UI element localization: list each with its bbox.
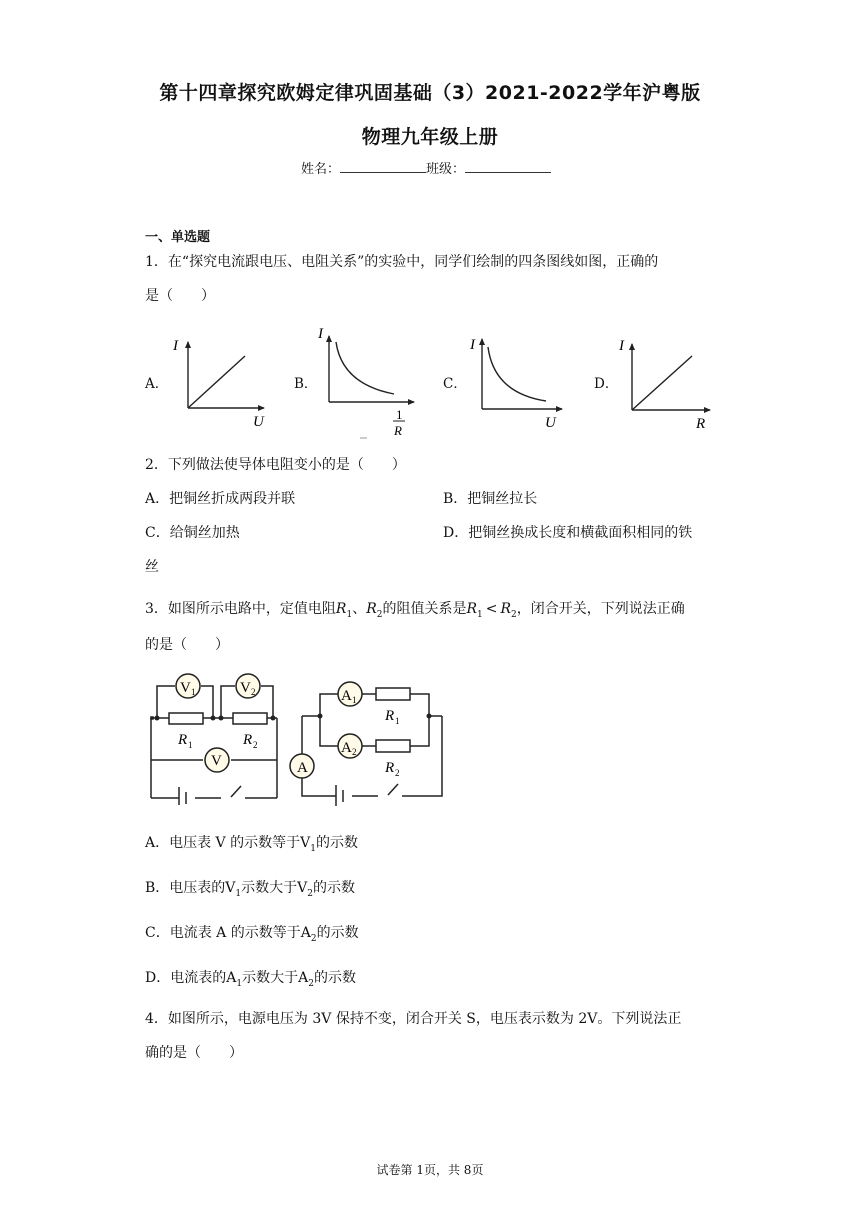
q2-option-d-line2: 丝: [145, 559, 159, 575]
graph-a-x-label: U: [253, 414, 264, 428]
q1-graph-a: [168, 328, 272, 428]
resistor-r1-label-right: R: [385, 708, 395, 724]
resistor-r2-label-right: R: [385, 760, 395, 776]
graph-c-curve: [488, 347, 546, 401]
graph-d-line: [632, 356, 692, 410]
q4-text-line2: 确的是（ ）: [145, 1045, 243, 1061]
q1-graph-b: [312, 322, 422, 440]
svg-text:2: 2: [352, 747, 357, 757]
svg-text:2: 2: [251, 687, 256, 697]
svg-text:2: 2: [395, 768, 400, 778]
svg-text:1: 1: [395, 716, 400, 726]
q3-text-line1: 3．如图所示电路中，定值电阻$R_1$、$R_2$的阻值关系是$R_1 < R_2$，闭合开关，下列说法正确: [145, 601, 685, 620]
q1-option-b-label: B．: [294, 376, 318, 392]
name-blank[interactable]: [340, 158, 426, 173]
class-blank[interactable]: [465, 158, 551, 173]
graph-b-y-label: I: [318, 326, 323, 342]
graph-b-x-denominator: R: [394, 423, 402, 438]
graph-b-curve: [336, 342, 394, 394]
q1-text-line2: 是（ ）: [145, 288, 215, 304]
graph-a-line: [188, 356, 245, 408]
page-title-line1: 第十四章探究欧姆定律巩固基础（3）2021-2022学年沪粤版: [159, 82, 701, 104]
graph-d-y-label: I: [619, 338, 624, 354]
q2-option-d-line1: D．把铜丝换成长度和横截面积相同的铁: [443, 525, 693, 541]
graph-c-y-label: I: [470, 337, 475, 353]
student-info: [301, 158, 551, 180]
meter-v-label: V: [211, 753, 222, 769]
resistor-r2-label: R: [243, 732, 253, 748]
page-title-line2: 物理九年级上册: [361, 126, 499, 148]
meter-a1-label: A: [341, 688, 352, 704]
graph-d-x-label: R: [696, 416, 706, 432]
q3-circuit-left: [145, 670, 290, 805]
q1-option-c-label: C．: [443, 376, 467, 392]
q2-option-b: B．把铜丝拉长: [443, 491, 538, 507]
graph-b-x-numerator: 1: [396, 407, 403, 422]
graph-a-y-label: I: [173, 338, 178, 354]
svg-text:1: 1: [352, 695, 357, 705]
meter-a2-label: A: [341, 740, 352, 756]
meter-a-label: A: [297, 760, 308, 776]
section-heading: 一、单选题: [145, 230, 211, 245]
q3-text-line2: 的是（ ）: [145, 637, 229, 653]
q1-option-a-label: A．: [145, 376, 169, 392]
q1-graph-d: [612, 330, 716, 434]
q2-option-a: A．把铜丝折成两段并联: [145, 491, 296, 507]
q2-text: 2．下列做法使导体电阻变小的是（ ）: [145, 457, 406, 473]
q3-option-a: A．电压表 V 的示数等于$V_1$的示数: [145, 835, 358, 854]
page-footer: 试卷第 1页，共 8页: [376, 1163, 484, 1177]
svg-text:1: 1: [188, 740, 193, 750]
svg-text:2: 2: [253, 740, 258, 750]
q2-option-c: C．给铜丝加热: [145, 525, 240, 541]
class-label: 班级：: [426, 162, 466, 177]
meter-v2-label: V: [240, 680, 251, 696]
q3-option-d: D．电流表的$A_1$示数大于$A_2$的示数: [145, 970, 356, 989]
q1-option-d-label: D．: [594, 376, 619, 392]
svg-text:1: 1: [191, 687, 196, 697]
q4-text-line1: 4．如图所示，电源电压为 3V 保持不变，闭合开关 S，电压表示数为 2V。下列说法正: [145, 1011, 682, 1027]
graph-c-x-label: U: [545, 415, 556, 429]
q3-option-b: B．电压表的$V_1$示数大于$V_2$的示数: [145, 880, 356, 899]
q1-text-line1: 1．在“探究电流跟电压、电阻关系”的实验中，同学们绘制的四条图线如图，正确的: [145, 254, 659, 270]
name-label: 姓名：: [301, 162, 341, 177]
meter-v1-label: V: [180, 680, 191, 696]
resistor-r1-label: R: [178, 732, 188, 748]
q3-circuit-right: [286, 676, 446, 806]
q3-option-c: C．电流表 A 的示数等于$A_2$的示数: [145, 925, 359, 944]
q1-graph-c: [466, 325, 570, 429]
